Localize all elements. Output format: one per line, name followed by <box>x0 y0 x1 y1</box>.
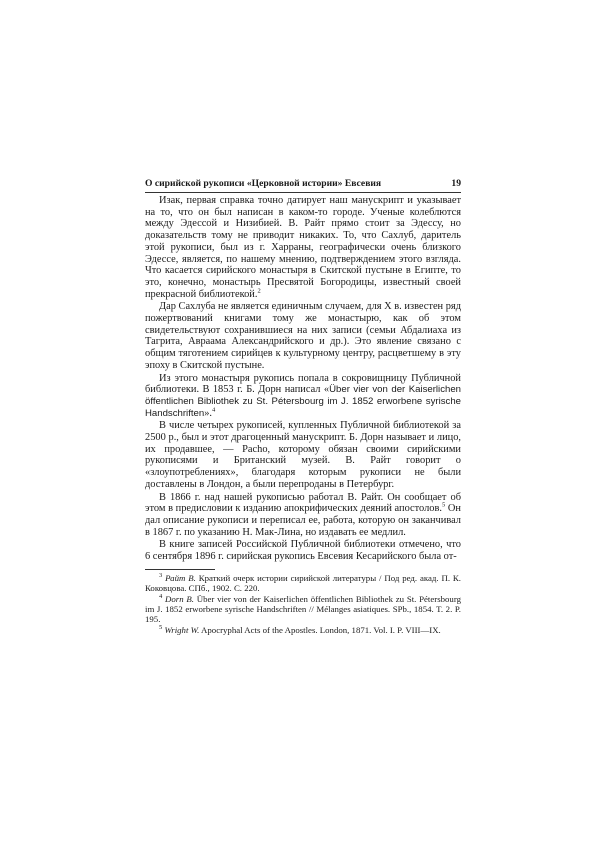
text-run: Он дал описание рукописи и переписал ее, работа, которую он заканчивал в 1867 г. по указанию Н. Мак-Лина, но издавать ее медлил. <box>145 503 461 538</box>
text-run: Über vier von der Kaiserlichen öffentlichen Bibliothek zu St. Pétersbourg im J. 1852 erworbene syrische Handschriften <box>145 384 461 419</box>
text-run: Дар Сахлуба не является единичным случаем, для X в. известен ряд пожертвований книгами тому же монастырю, как об этом свидетельствуют сохранившиеся на них записи (семьи Абдалиаха из Тагрита, Авраама Александрийского и др.). Это явление связано с общим тяготением сирийцев к культурному центру, расцветшему в эту эпоху в Скитской пустыне. <box>145 301 461 371</box>
text-run: Изак, первая справка точно датирует наш манускрипт и указывает на то, что он был написан в каком-то городе. Ученые колеблются между Эдессой и Низибией. В. Райт прямо стоит за Эдессу, но доказательств тому не приводит никаких. То, что Сахлуб, даритель этой рукописи, был из г. Харраны, географически очень близкого Эдессе, является, по нашему мнению, подтверждением этого взгляда. Что касается сирийского монастыря в Скитской пустыне в Египте, то это, конечно, монастырь Пресвятой Богородицы, известный своей прекрасной библиотекой. <box>145 195 461 300</box>
paragraph <box>145 301 461 371</box>
text-run: Краткий очерк истории сирийской литературы / Под ред. акад. П. К. Коковцова. СПб., 1902. С. 220. <box>145 572 461 594</box>
footnote-marker: 5 <box>159 623 163 631</box>
footnote-marker: 4 <box>159 592 163 600</box>
author-name: Райт В. <box>162 572 196 583</box>
footnote-marker: 3 <box>159 571 163 579</box>
footnote <box>145 573 461 594</box>
paragraph <box>145 539 461 562</box>
page <box>145 178 461 635</box>
body-text <box>145 195 461 563</box>
text-run: ». <box>204 407 212 419</box>
header-rule <box>145 192 461 193</box>
footnote-marker: 2 <box>257 287 261 295</box>
paragraph <box>145 492 461 539</box>
footnotes <box>145 573 461 635</box>
paragraph <box>145 373 461 420</box>
footnote-marker: 5 <box>442 501 446 509</box>
paragraph <box>145 420 461 490</box>
running-header <box>145 178 461 190</box>
text-run: Apocryphal Acts of the Apostles. London, 1871. Vol. I. P. VIII—IX. <box>199 624 441 635</box>
text-run: В числе четырех рукописей, купленных Публичной библиотекой за 2500 р., был и этот драгоценный манускрипт. Б. Дорн называет и лицо, их продавшее, — Pacho, которому обязан своими сирийскими рукописями и Британский музей. В. Райт говорит о «злоупотреблениях», благодаря которым рукописи не были доставлены в Лондон, а были перепроданы в Петербург. <box>145 420 461 490</box>
running-title: О сирийской рукописи «Церковной истории» Евсевия <box>145 178 382 189</box>
footnote <box>145 594 461 625</box>
author-name: Dorn B. <box>162 593 194 604</box>
footnote <box>145 625 461 635</box>
text-run: Über vier von der Kaiserlichen öffentlichen Bibliothek zu St. Pétersbourg im J. 1852 erworbene syrische Handschriften // Mélanges asiatiques. SPb., 1854. T. 2. P. 195. <box>145 593 461 625</box>
text-run: В книге записей Российской Публичной библиотеки отмечено, что 6 сентября 1896 г. сирийская рукопись Евсевия Кесарийского была от- <box>145 539 461 563</box>
page-number: 19 <box>451 178 461 189</box>
text-run: Из этого монастыря рукопись попала в сокровищницу Публичной библиотеки. В 1853 г. Б. Дорн написал « <box>145 372 461 396</box>
paragraph <box>145 195 461 300</box>
footnote-rule <box>145 569 215 570</box>
author-name: Wright W. <box>162 624 200 635</box>
footnote-marker: 4 <box>212 406 216 414</box>
text-run: В 1866 г. над нашей рукописью работал В. Райт. Он сообщает об этом в предисловии к изданию апокрифических деяний апостолов. <box>145 491 461 515</box>
